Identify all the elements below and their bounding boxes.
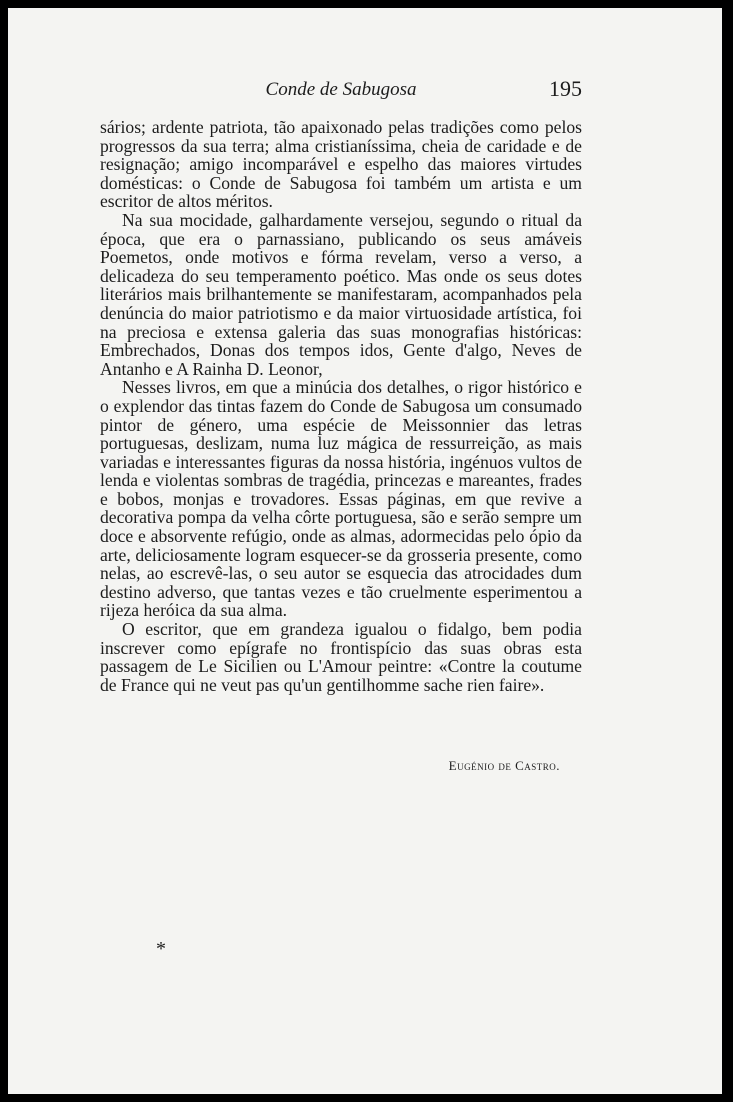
paragraph: Nesses livros, em que a minúcia dos detalhes, o rigor histórico e o explendor das tintas fazem do Conde de Sabugosa um consumado pintor de género, uma espécie de Meissonnier das letras portuguesas, deslizam, numa luz mágica de ressurreição, as mais variadas e interessantes figuras da nossa história, ingénuos vultos de lenda e violentas sombras de tragédia, princezas e mareantes, frades e bobos, monjas e trovadores. Essas páginas, em que revive a decorativa pompa da velha côrte portuguesa, são e serão sempre um doce e absorvente refúgio, onde as almas, adormecidas pelo ópio da arte, deliciosamente logram esquecer-se da grosseria presente, como nelas, ao escrevê-las, o seu autor se esquecia das atrocidades dum destino adverso, que tantas vezes e tão cruelmente esperimentou a rijeza heróica da sua alma. xyxy=(100,377,582,621)
body-text xyxy=(100,118,582,694)
page-number: 195 xyxy=(549,76,582,101)
running-title: Conde de Sabugosa xyxy=(265,79,417,100)
page-header xyxy=(100,76,582,106)
author-signature: Eugénio de Castro. xyxy=(448,758,560,773)
paragraph: sários; ardente patriota, tão apaixonado pelas tradições como pelos progressos da sua terra; alma cristianíssima, cheia de caridade e de resignação; amigo incomparável e espelho das maiores virtudes domésticas: o Conde de Sabugosa foi também um artista e um escritor de altos méritos. xyxy=(100,117,582,212)
book-page xyxy=(8,8,722,1094)
asterisk-mark: * xyxy=(156,938,166,960)
paragraph: O escritor, que em grandeza igualou o fidalgo, bem podia inscrever como epígrafe no frontispício das suas obras esta passagem de Le Sicilien ou L'Amour peintre: «Contre la coutume de France qui ne veut pas qu'un gentilhomme sache rien faire». xyxy=(100,619,582,695)
paragraph: Na sua mocidade, galhardamente versejou, segundo o ritual da época, que era o parnassiano, publicando os seus amáveis Poemetos, onde motivos e fórma revelam, verso a verso, a delicadeza do seu temperamento poético. Mas onde os seus dotes literários mais brilhantemente se manifestaram, acompanhados pela denúncia do maior patriotismo e da maior virtuosidade artística, foi na preciosa e extensa galeria das suas monografias históricas: Embrechados, Donas dos tempos idos, Gente d'algo, Neves de Antanho e A Rainha D. Leonor, xyxy=(100,209,582,379)
